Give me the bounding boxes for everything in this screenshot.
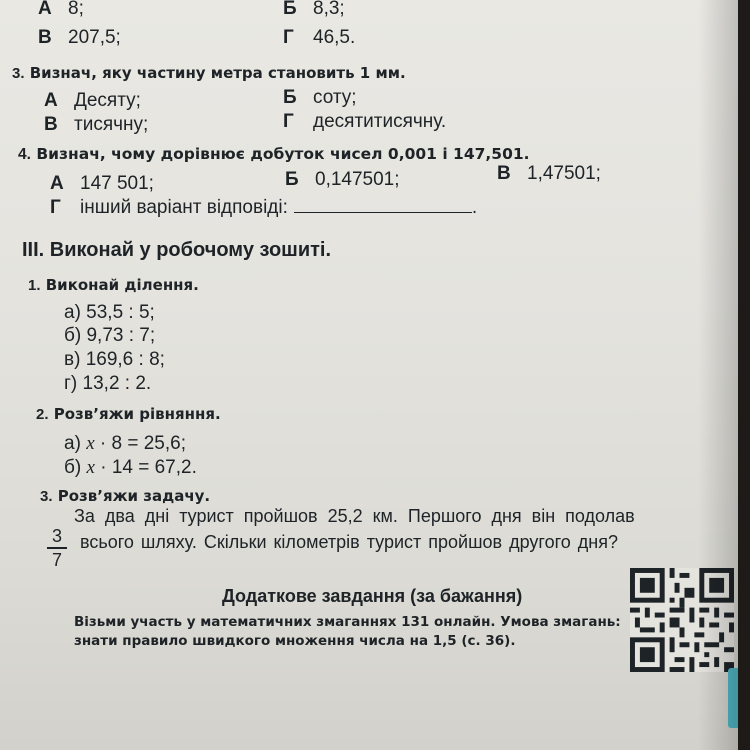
q4-option-v: В 1,47501; (497, 163, 601, 184)
option-g-prev: Г 46,5. (283, 27, 356, 48)
task-1-item-g: г) 13,2 : 2. (64, 373, 152, 394)
extra-task-line-1: Візьми участь у математичних змаганнях 131 онлайн. Умова змагань: (74, 614, 621, 630)
option-v-prev: В 207,5; (38, 27, 121, 48)
option-a-prev: А 8; (38, 0, 84, 19)
task-1-item-a: а) 53,5 : 5; (64, 302, 155, 323)
q4-option-g: Г інший варіант відповіді: . (50, 197, 478, 218)
q3-option-v: В тисячну; (44, 114, 149, 135)
task-1-item-v: в) 169,6 : 8; (64, 349, 165, 370)
q4-option-b: Б 0,147501; (285, 169, 400, 190)
q3-option-a: А Десяту; (44, 90, 141, 111)
answer-blank-line (294, 212, 472, 213)
task-2-equation-a: а) x · 8 = 25,6; (64, 433, 186, 454)
extra-task-line-2: знати правило швидкого множення числа на 1,5 (с. 36). (74, 633, 516, 649)
fraction-bar (47, 547, 67, 549)
option-b-prev: Б 8,3; (283, 0, 345, 19)
extra-task-title: Додаткове завдання (за бажання) (222, 586, 523, 606)
fraction-3-7: 3 7 (44, 526, 70, 570)
q3-option-g: Г десятитисячну. (283, 111, 447, 132)
q4-option-a: А 147 501; (50, 173, 154, 194)
task-3-text-line-2: всього шляху. Скільки кілометрів турист пройшов другого дня? (80, 532, 618, 552)
section-title: III. Виконай у робочому зошиті. (22, 239, 332, 261)
task-1: 1. Виконай ділення. (28, 276, 199, 294)
page-edge-shadow (698, 0, 738, 750)
task-2-equation-b: б) x · 14 = 67,2. (64, 457, 197, 478)
question-4: 4. Визнач, чому дорівнює добуток чисел 0,001 і 147,501. (18, 145, 530, 163)
task-1-item-b: б) 9,73 : 7; (64, 325, 156, 346)
task-3-text-line-1: За два дні турист пройшов 25,2 км. Першого дня він подолав (74, 506, 635, 526)
task-3: 3. Розв’яжи задачу. (40, 487, 211, 505)
q3-option-b: Б соту; (283, 87, 357, 108)
question-3: 3. Визнач, яку частину метра становить 1 мм. (12, 64, 406, 82)
task-2: 2. Розв’яжи рівняння. (36, 405, 221, 423)
